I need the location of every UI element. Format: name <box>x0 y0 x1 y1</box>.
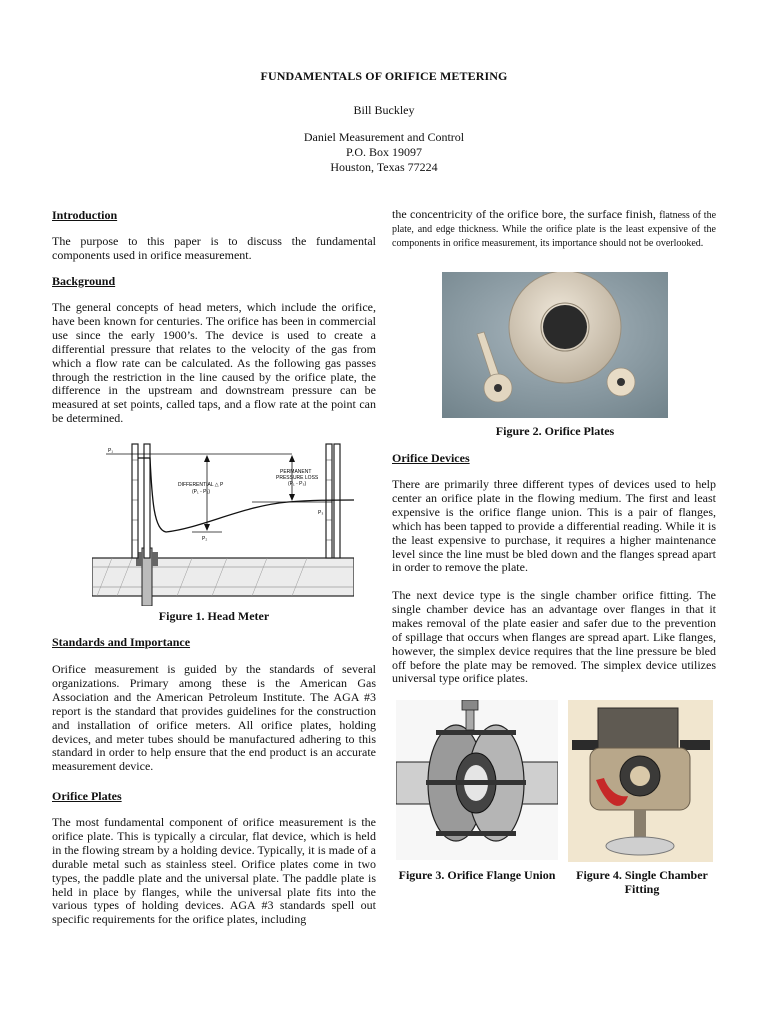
figure2-caption: Figure 2. Orifice Plates <box>495 424 615 438</box>
background-paragraph: The general concepts of head meters, which include the orifice, have been known for centuries. The orifice has been in commercial use since the early 1900’s. The device is used to create a differential pressure that relates to the velocity of the gas from which a flow rate can be calculated. As the following gas passes through the restriction in the line caused by the orifice plate, the difference in the upstream and downstream pressure can be measured at set points, called taps, and a flow rate at the point can be determined. <box>52 300 376 426</box>
author-name: Bill Buckley <box>353 103 415 117</box>
label-p3: P₃ <box>318 510 324 516</box>
figure1-caption: Figure 1. Head Meter <box>158 609 270 623</box>
pipe-body <box>92 558 354 596</box>
continued-text-b: flatness of the plate, and edge thickness. While the orifice plate is the least expensive of the components in orifice measurement, its importance should not be overlooked. <box>392 210 717 249</box>
devices-paragraph-1: There are primarily three different types of devices used to help center an orifice plate in the flowing medium. The first and least expensive is the orifice flange union. This is a pair of flanges, which has been tapped to provide a differential reading. While it is the least expensive to purchase, it requires a higher maintenance level since the line must be bled down and the flanges spread apart in order to remove the plate. <box>392 477 716 575</box>
label-differential-sub: (P₁ - P₂) <box>192 489 211 495</box>
orifice-devices-heading: Orifice Devices <box>392 451 470 465</box>
pressure-curve <box>138 458 354 532</box>
head-meter-diagram <box>92 440 354 606</box>
affiliation-line: Daniel Measurement and Control <box>303 130 465 144</box>
paper-title: FUNDAMENTALS OF ORIFICE METERING <box>260 69 508 83</box>
fitting-top <box>598 708 678 748</box>
label-loss-sub: (P₁ - P₃) <box>288 481 307 487</box>
orifice-plates-heading: Orifice Plates <box>52 789 122 803</box>
label-pressure-loss: PRESSURE LOSS <box>276 475 319 481</box>
intro-heading: Introduction <box>52 208 118 222</box>
continued-text-a: the concentricity of the orifice bore, the surface finish, <box>392 207 656 221</box>
intro-paragraph: The purpose to this paper is to discuss the fundamental components used in orifice measurement. <box>52 234 376 262</box>
affiliation <box>0 130 768 175</box>
standards-heading: Standards and Importance <box>52 635 191 649</box>
flange-union-drawing <box>396 700 558 860</box>
devices-paragraph-2: The next device type is the single chamber orifice fitting. The single chamber device has an advantage over flanges in that it makes removal of the plate easier and safer due to the prevention of spillage that occurs when flanges are spread apart. Like flanges, however, the simplex device requires that the line pressure be bled off before the plate may be removed. The simplex device utilizes universal type orifice plates. <box>392 588 716 686</box>
label-differential: DIFFERENTIAL △ P <box>178 482 224 488</box>
plate-bore <box>543 305 587 349</box>
orifice-plates-paragraph: The most fundamental component of orifice measurement is the orifice plate. This is typically a circular, flat device, which is held in the flowing stream by a holding device. Typically, it is made of a durable metal such as stainless steel. Orifice plates come in two types, the paddle plate and the universal plate. The paddle plate is held in place by flanges, while the universal plate fits into the various types of holding devices. AGA #3 standards spell out specific requirements for the orifice plates, including <box>52 815 376 927</box>
affiliation-line: P.O. Box 19097 <box>345 145 422 159</box>
continued-paragraph <box>392 208 716 250</box>
figure4-caption: Figure 4. Single Chamber Fitting <box>576 868 708 896</box>
affiliation-line: Houston, Texas 77224 <box>330 160 438 174</box>
label-p1: P₁ <box>108 448 114 454</box>
manometer-tube-1 <box>132 444 138 558</box>
single-chamber-fitting-photo <box>568 700 713 862</box>
label-p2: P₂ <box>202 536 208 542</box>
orifice-plates-photo <box>442 272 668 418</box>
figure3-caption: Figure 3. Orifice Flange Union <box>398 868 556 882</box>
standards-paragraph: Orifice measurement is guided by the standards of several organizations. Primary among these is the American Gas Association and the American Petroleum Institute. The AGA #3 report is the standard that provides guidelines for the construction and installation of orifice meters. All orifice plates, holding devices, and meter tubes should be manufactured adhering to this standard in order to help ensure that the end product is an accurate measurement device. <box>52 662 376 774</box>
manometer-tube-3 <box>326 444 332 558</box>
label-permanent: PERMANENT <box>280 469 312 475</box>
background-heading: Background <box>52 274 116 288</box>
fitting-base <box>606 837 674 855</box>
